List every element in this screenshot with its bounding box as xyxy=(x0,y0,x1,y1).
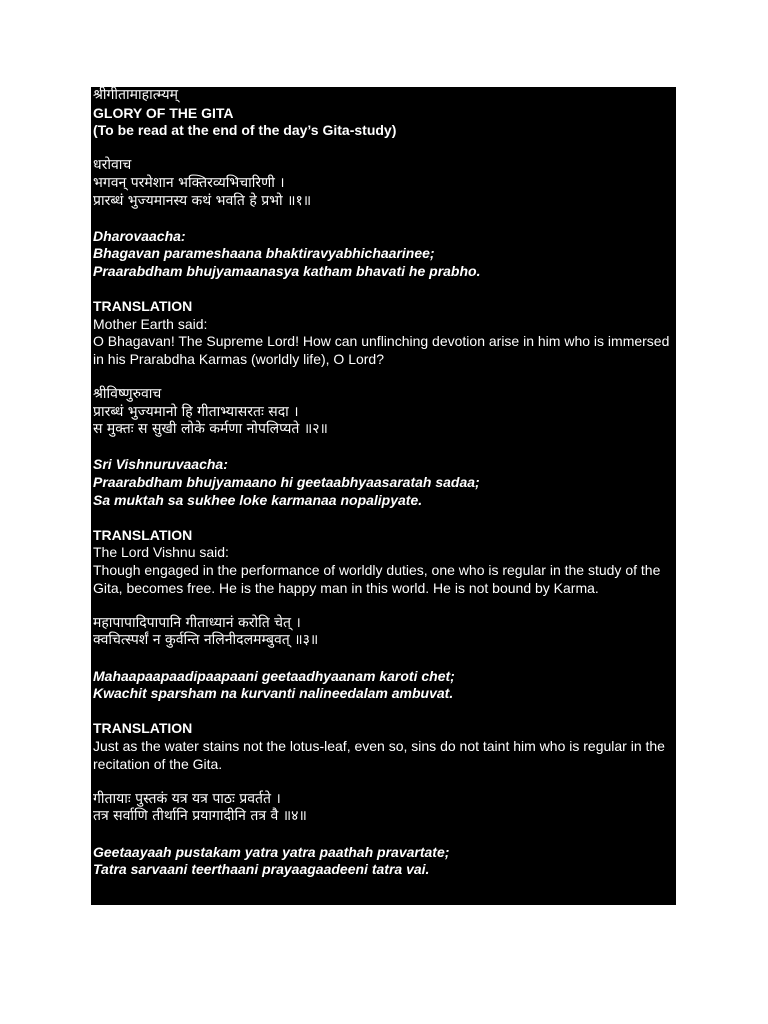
spacer xyxy=(93,140,672,158)
title-sanskrit: श्रीगीतामाहात्म्यम् xyxy=(93,87,178,103)
transliteration-line: Bhagavan parameshaana bhaktiravyabhichaarinee; xyxy=(93,245,435,262)
translation-line: The Lord Vishnu said: xyxy=(93,544,229,561)
verse-sanskrit-line: तत्र सर्वाणि तीर्थानि प्रयागादीनि तत्र वै ॥४॥ xyxy=(93,808,307,825)
speaker-sanskrit: धरोवाच xyxy=(93,157,132,174)
spacer xyxy=(93,509,672,527)
document-subtitle: (To be read at the end of the day’s Gita-study) xyxy=(93,122,397,139)
translation-paragraph: Just as the water stains not the lotus-leaf, even so, sins do not taint him who is regular in the recitation of the Gita. xyxy=(93,737,665,772)
transliteration-line: Sri Vishnuruvaacha: xyxy=(93,456,228,473)
spacer xyxy=(93,281,672,299)
spacer xyxy=(93,650,672,668)
translation-paragraph: Though engaged in the performance of worldly duties, one who is regular in the study of the Gita, becomes free. He is the happy man in this world. He is not bound by Karma. xyxy=(93,562,661,596)
transliteration-line: Geetaayaah pustakam yatra yatra paathah pravartate; xyxy=(93,843,450,860)
verse-sanskrit-line: महापापादिपापानि गीताध्यानं करोति चेत् । xyxy=(93,614,301,631)
translation-heading: TRANSLATION xyxy=(93,298,193,315)
spacer xyxy=(93,369,672,387)
transliteration-line: Sa muktah sa sukhee loke karmanaa nopalipyate. xyxy=(93,491,423,508)
verse-sanskrit-line: गीतायाः पुस्तकं यत्र यत्र पाठः प्रवर्तते । xyxy=(93,790,281,807)
translation-line: Mother Earth said: xyxy=(93,315,208,332)
verse-sanskrit-line: भगवन् परमेशान भक्तिरव्यभिचारिणी । xyxy=(93,174,285,191)
transliteration-line: Praarabdham bhujyamaanasya katham bhavati he prabho. xyxy=(93,262,481,279)
spacer xyxy=(93,773,672,791)
transliteration-line: Mahaapaapaadipaapaani geetaadhyaanam karoti chet; xyxy=(93,667,455,684)
document-page xyxy=(91,87,676,905)
speaker-sanskrit: श्रीविष्णुरुवाच xyxy=(93,386,162,403)
verse-sanskrit-line: प्रारब्धं भुज्यमानो हि गीताभ्यासरतः सदा । xyxy=(93,403,299,420)
transliteration-line: Kwachit sparsham na kurvanti nalineedalam ambuvat. xyxy=(93,685,454,702)
verse-sanskrit-line: प्रारब्धं भुज्यमानस्य कथं भवति हे प्रभो ॥१॥ xyxy=(93,192,312,209)
verse-sanskrit-line: क्वचित्स्पर्शं न कुर्वन्ति नलिनीदलमम्बुवत् ॥३॥ xyxy=(93,632,319,649)
translation-paragraph: O Bhagavan! The Supreme Lord! How can unflinching devotion arise in him who is immersed in his Prarabdha Karmas (worldly life), O Lord? xyxy=(93,333,670,367)
spacer xyxy=(93,210,672,228)
document-title: GLORY OF THE GITA xyxy=(93,104,234,121)
spacer xyxy=(93,597,672,615)
spacer xyxy=(93,439,672,457)
transliteration-line: Tatra sarvaani teerthaani prayaagaadeeni tatra vai. xyxy=(93,861,430,878)
translation-heading: TRANSLATION xyxy=(93,526,193,543)
verse-sanskrit-line: स मुक्तः स सुखी लोके कर्मणा नोपलिप्यते ॥२॥ xyxy=(93,421,328,438)
transliteration-line: Praarabdham bhujyamaano hi geetaabhyaasaratah sadaa; xyxy=(93,474,480,491)
transliteration-line: Dharovaacha: xyxy=(93,227,186,244)
translation-heading: TRANSLATION xyxy=(93,720,193,737)
spacer xyxy=(93,826,672,844)
spacer xyxy=(93,703,672,721)
